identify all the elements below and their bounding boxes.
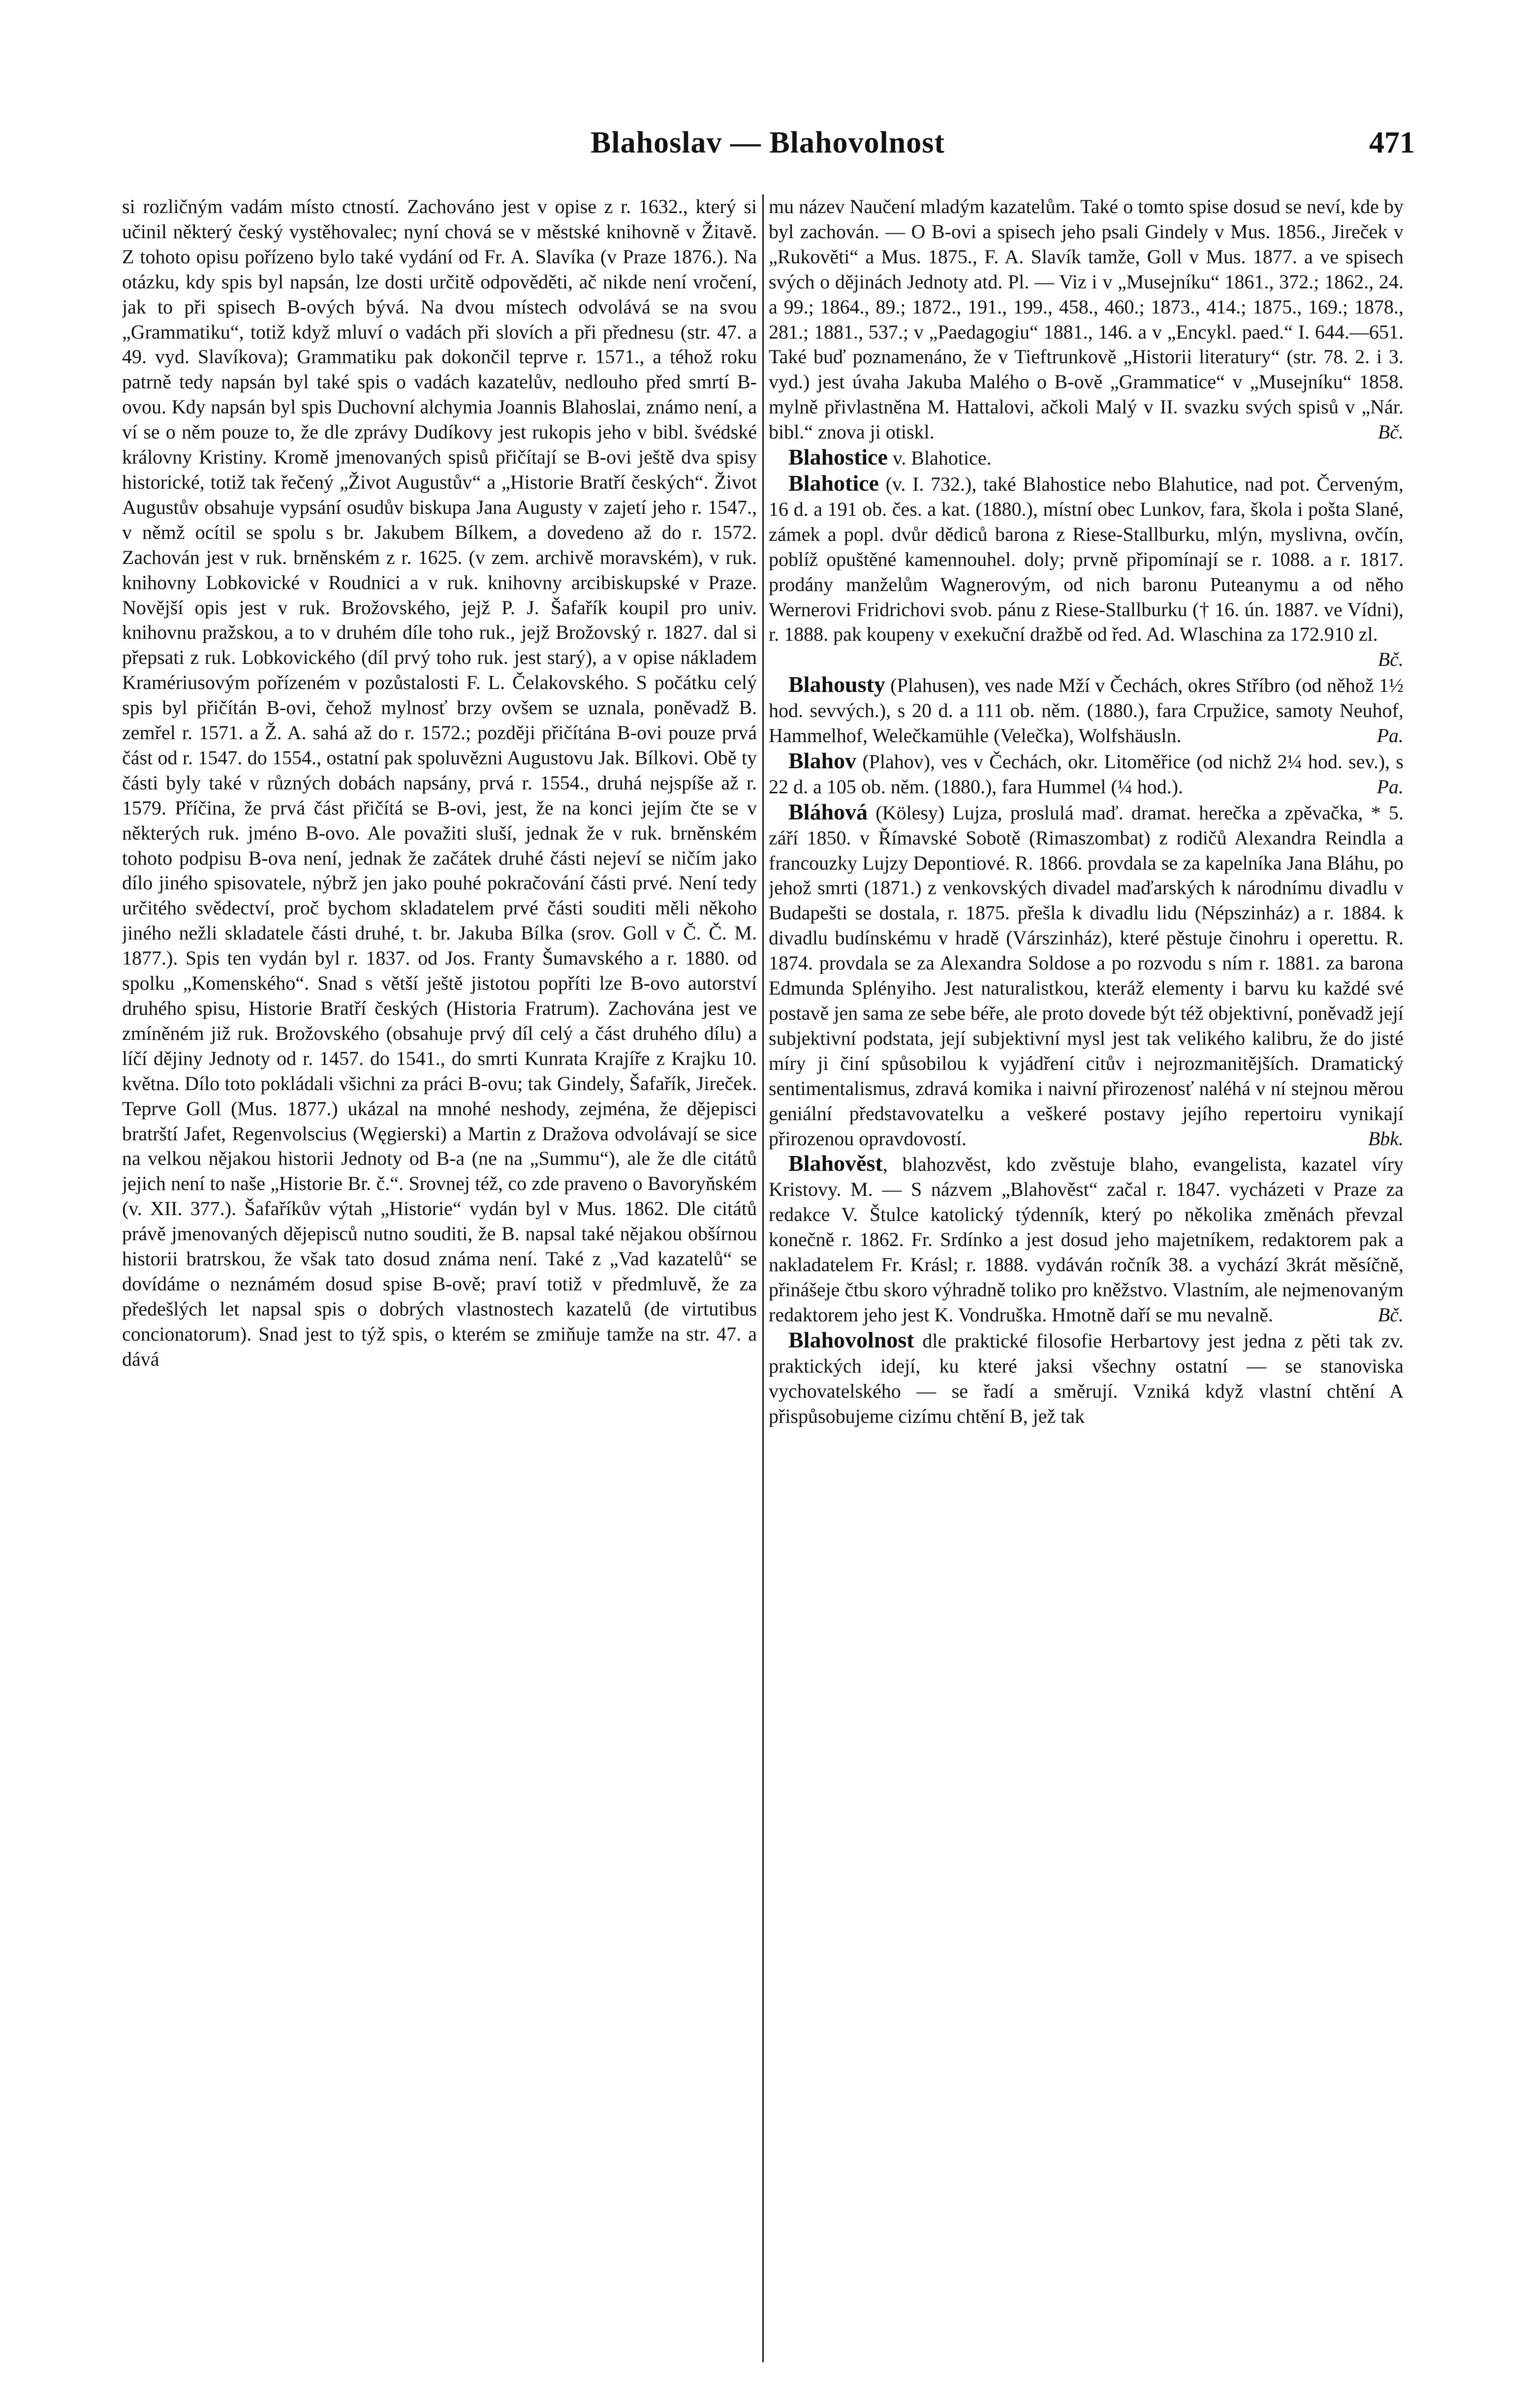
author-signature: Bč. bbox=[1377, 648, 1404, 671]
entry-headword: Blahousty bbox=[788, 672, 885, 697]
author-signature: Pa. bbox=[1376, 724, 1404, 747]
entry-headword: Blahovolnost bbox=[788, 1327, 914, 1352]
page-header bbox=[0, 125, 1531, 175]
entry-headword: Blahostice bbox=[788, 444, 888, 470]
author-signature: Bč. bbox=[1377, 1303, 1404, 1326]
entry-blahousty bbox=[769, 672, 1404, 749]
entry-headword: Blahověst bbox=[788, 1151, 883, 1176]
page-number: 471 bbox=[1369, 126, 1415, 159]
entry-text: , blahozvěst, kdo zvěstuje blaho, evangelista, kazatel víry Kristovy. M. — S názvem „Blahověst“ začal r. 1847. vycházeti v Praze za redakce V. Štulce katolický týdenník, který po několika změnách převzal konečně r. 1862. Fr. Srdínko a jest dosud jeho majetníkem, redaktorem pak a nakladatelem Fr. Krásl; r. 1888. vydáván ročník 38. a vychází 3krát měsíčně, přinášeje čtbu skoro výhradně toliko pro kněžstvo. Vlastním, ale nejmenovaným redaktorem jeho jest K. Vondruška. Hmotně daří se mu nevalně. bbox=[769, 1153, 1404, 1326]
running-head: Blahoslav — Blahovolnost bbox=[591, 126, 945, 159]
entry-blahovest bbox=[769, 1151, 1404, 1327]
entry-blahov bbox=[769, 749, 1404, 800]
column-divider bbox=[762, 194, 764, 2362]
author-signature: Bč. bbox=[1377, 421, 1404, 443]
entry-text: v. Blahotice. bbox=[887, 447, 992, 469]
left-column bbox=[122, 194, 757, 2375]
entry-text: (v. I. 732.), také Blahostice nebo Blahutice, nad pot. Červeným, 16 d. a 191 ob. čes. a kat. (1880.), místní obec Lunkov, fara, škola i pošta Slané, zámek a popl. dvůr dědiců barona z Riese-Stallburku, mlýn, myslivna, ovčín, poblíž opuštěné kamennouhel. doly; prvně připomínají se r. 1088. a r. 1817. prodány manželům Wagnerovým, od nich baronu Puteanymu a od něho Wernerovi Fridrichovi svob. pánu z Riese-Stallburku († 16. ún. 1887. ve Vídni), r. 1888. pak koupeny v exekuční dražbě od řed. Ad. Wlaschina za 172.910 zl. bbox=[769, 472, 1404, 646]
entry-blahostice bbox=[769, 445, 1404, 471]
author-signature: Bbk. bbox=[1368, 1127, 1404, 1150]
entry-text: (Kölesy) Lujza, proslulá maď. dramat. herečka a zpěvačka, * 5. září 1850. v Římavské Sobotě (Rimaszombat) z rodičů Alexandra Reindla a francouzky Lujzy Depontiové. R. 1866. provdala se za kapelníka Jana Bláhu, po jehož smrti (1871.) z venkovských divadel maďarských k národnímu divadlu v Budapešti se dostala, r. 1875. přešla k divadlu lidu (Népszinház) a r. 1884. k divadlu budínskému v hradě (Várszinház), které pěstuje činohru i operettu. R. 1874. provdala se za Alexandra Soldose a po rozvodu s ním r. 1881. za barona Edmunda Splényiho. Jest naturalistkou, kteráž elementy i barvu ku každé své postavě jen sama ze sebe béře, ale proto dovede být též objektivní, poněvadž její subjektivní podstata, její subjektivní mysl jest tak velikého kalibru, že do jisté míry ji činí spůsobilou k vyjádření citův i nejrozmanitějších. Dramatický sentimentalismus, zdravá komika i naivní přirozenosť naléhá v ní stejnou měrou geniální představovatelku a veškeré postavy jejího repertoiru vynikají přirozenou opravdovostí. bbox=[769, 801, 1404, 1150]
entry-blahovolnost bbox=[769, 1328, 1404, 1429]
entry-text: (Plahusen), ves nade Mží v Čechách, okres Stříbro (od něhož 1½ hod. sevvých.), s 20 d. a 111 ob. něm. (1880.), fara Crpužice, samoty Neuhof, Hammelhof, Welečkamühle (Velečka), Wolfshäusln. bbox=[769, 674, 1404, 747]
entry-blahoslav-end bbox=[769, 194, 1404, 445]
entry-headword: Bláhová bbox=[788, 799, 868, 824]
entry-text: (Plahov), ves v Čechách, okr. Litoměřice (od nichž 2¼ hod. sev.), s 22 d. a 105 ob. něm. (1880.), fara Hummel (¼ hod.). bbox=[769, 750, 1404, 798]
author-signature: Pa. bbox=[1376, 775, 1404, 798]
right-column bbox=[769, 194, 1404, 2375]
entry-text: mu název Naučení mladým kazatelům. Také o tomto spise dosud se neví, kde by byl zachován. — O B-ovi a spisech jeho psali Gindely v Mus. 1856., Jireček v „Rukověti“ a Mus. 1875., F. A. Slavík tamže, Goll v Mus. 1877. a ve spisech svých o dějinách Jednoty atd. Pl. — Viz i v „Musejníku“ 1861., 372.; 1862., 24. a 99.; 1864., 89.; 1872., 191., 199., 458., 460.; 1873., 414.; 1875., 169.; 1878., 281.; 1881., 537.; v „Paedagogiu“ 1881., 146. a v „Encykl. paed.“ I. 644.—651. Také buď poznamenáno, že v Tieftrunkově „Historii literatury“ (str. 78. 2. i 3. vyd.) jest úvaha Jakuba Malého o B-ově „Grammatice“ v „Musejníku“ 1858. mylně přivlastněna M. Hattalovi, ačkoli Malý v II. svazku svých spisů v „Nár. bibl.“ znova ji otiskl. bbox=[769, 195, 1404, 443]
entry-headword: Blahov bbox=[788, 748, 857, 773]
entry-blahoslav-continued: si rozličným vadám místo ctností. Zachováno jest v opise z r. 1632., který si učinil některý český vystěhovalec; nyní chová se v městské knihovně v Žitavě. Z tohoto opisu pořízeno bylo také vydání od Fr. A. Slavíka (v Praze 1876.). Na otázku, kdy spis byl napsán, lze dosti určitě odpověděti, ač nikde není vročení, jak to při spisech B-ových bývá. Na dvou místech odvolává se na svou „Grammatiku“, totiž když mluví o vadách při slovích a při přednesu (str. 47. a 49. vyd. Slavíkova); Grammatiku pak dokončil teprve r. 1571., a téhož roku patrně tedy napsán byl také spis o vadách kazatelův, nedlouho před smrtí B-ovou. Kdy napsán byl spis Duchovní alchymia Joannis Blahoslai, známo není, a ví se o něm pouze to, že dle zprávy Dudíkovy jest rukopis jeho v bibl. švédské královny Kristiny. Kromě jmenovaných spisů přičítají se B-ovi ještě dva spisy historické, totiž tak řečený „Život Augustův“ a „Historie Bratří českých“. Život Augustův obsahuje vypsání osudův biskupa Jana Augusty v zajetí jeho r. 1547., v němž ocítil se spolu s br. Jakubem Bílkem, a dovedeno až do r. 1572. Zachován jest v ruk. brněnském z r. 1625. (v zem. archivě moravském), v ruk. knihovny Lobkovické v Roudnici a v ruk. knihovny arcibiskupské v Praze. Novější opis jest v ruk. Brožovského, jejž P. J. Šafařík koupil pro univ. knihovnu pražskou, a to v druhém díle toho ruk., jejž Brožovský r. 1827. dal si přepsati z ruk. Lobkovického (díl prvý toho ruk. jest starý), a v opise nákladem Kramériusovým pořízeném v pozůstalosti F. L. Čelakovského. S počátku celý spis byl přičítán B-ovi, čehož mylnosť brzy ovšem se uznala, poněvadž B. zemřel r. 1571. a Ž. A. sahá až do r. 1572.; později přičítána B-ovi pouze prvá část od r. 1547. do 1554., ostatní pak spoluvězni Augustovu Jak. Bílkovi. Obě ty části byly také v různých dobách napsány, prvá r. 1554., druhá nejspíše až r. 1579. Příčina, že prvá část přičítá se B-ovi, jest, že na konci jejím čte se v některých ruk. jméno B-ovo. Ale považiti sluší, jednak že v ruk. brněnském tohoto podpisu B-ova není, jednak že začátek druhé části nejeví se ničím jako dílo jiného spisovatele, nýbrž jen jako pouhé pokračování části prvé. Není tedy určitého svědectví, proč bychom skladatelem prvé části souditi měli někoho jiného nežli skladatele části druhé, t. br. Jakuba Bílka (srov. Goll v Č. Č. M. 1877.). Spis ten vydán byl r. 1837. od Jos. Franty Šumavského a r. 1880. od spolku „Komenského“. Snad s větší ještě jistotou popříti lze B-ovo autorství druhého spisu, Historie Bratří českých (Historia Fratrum). Zachována jest ve zmíněném již ruk. Brožovského (obsahuje prvý díl celý a část druhého dílu) a líčí dějiny Jednoty od r. 1457. do 1541., do smrti Kunrata Krajíře z Krajku 10. května. Dílo toto pokládali všichni za práci B-ovu; tak Gindely, Šafařík, Jireček. Teprve Goll (Mus. 1877.) ukázal na mnohé neshody, zejména, že dějepisci bratrští Jafet, Regenvolscius (Węgierski) a Martin z Dražova odvolávají se sice na velkou nějakou historii Jednoty od B-a (ne na „Summu“), ale že dle citátů jejich není to naše „Historie Br. č.“. Srovnej též, co zde praveno o Bavoryňském (v. XII. 377.). Šafaříkův výtah „Historie“ vydán byl v Mus. 1862. Dle citátů právě jmenovaných dějepisců nutno souditi, že B. napsal také nějakou obšírnou historii bratrskou, že však tato dosud známa není. Také z „Vad kazatelů“ se dovídáme o neznámém dosud spise B-ově; praví totiž v předmluvě, že za předešlých let napsal spis o dobrých vlastnostech kazatelů (de virtutibus concionatorum). Snad jest to týž spis, o kterém se zmiňuje tamže na str. 47. a dává bbox=[122, 195, 757, 1370]
entry-headword: Blahotice bbox=[788, 470, 879, 496]
entry-blahotice bbox=[769, 470, 1404, 671]
entry-text: dle praktické filosofie Herbartovy jest jedna z pěti tak zv. praktických idejí, ku které jaksi všechny ostatní — se stanoviska vychovatelského — se řadí a směrují. Vzniká když vlastní chtění A přispůsobujeme cizímu chtění B, jež tak bbox=[769, 1329, 1404, 1427]
entry-blahova bbox=[769, 800, 1404, 1152]
